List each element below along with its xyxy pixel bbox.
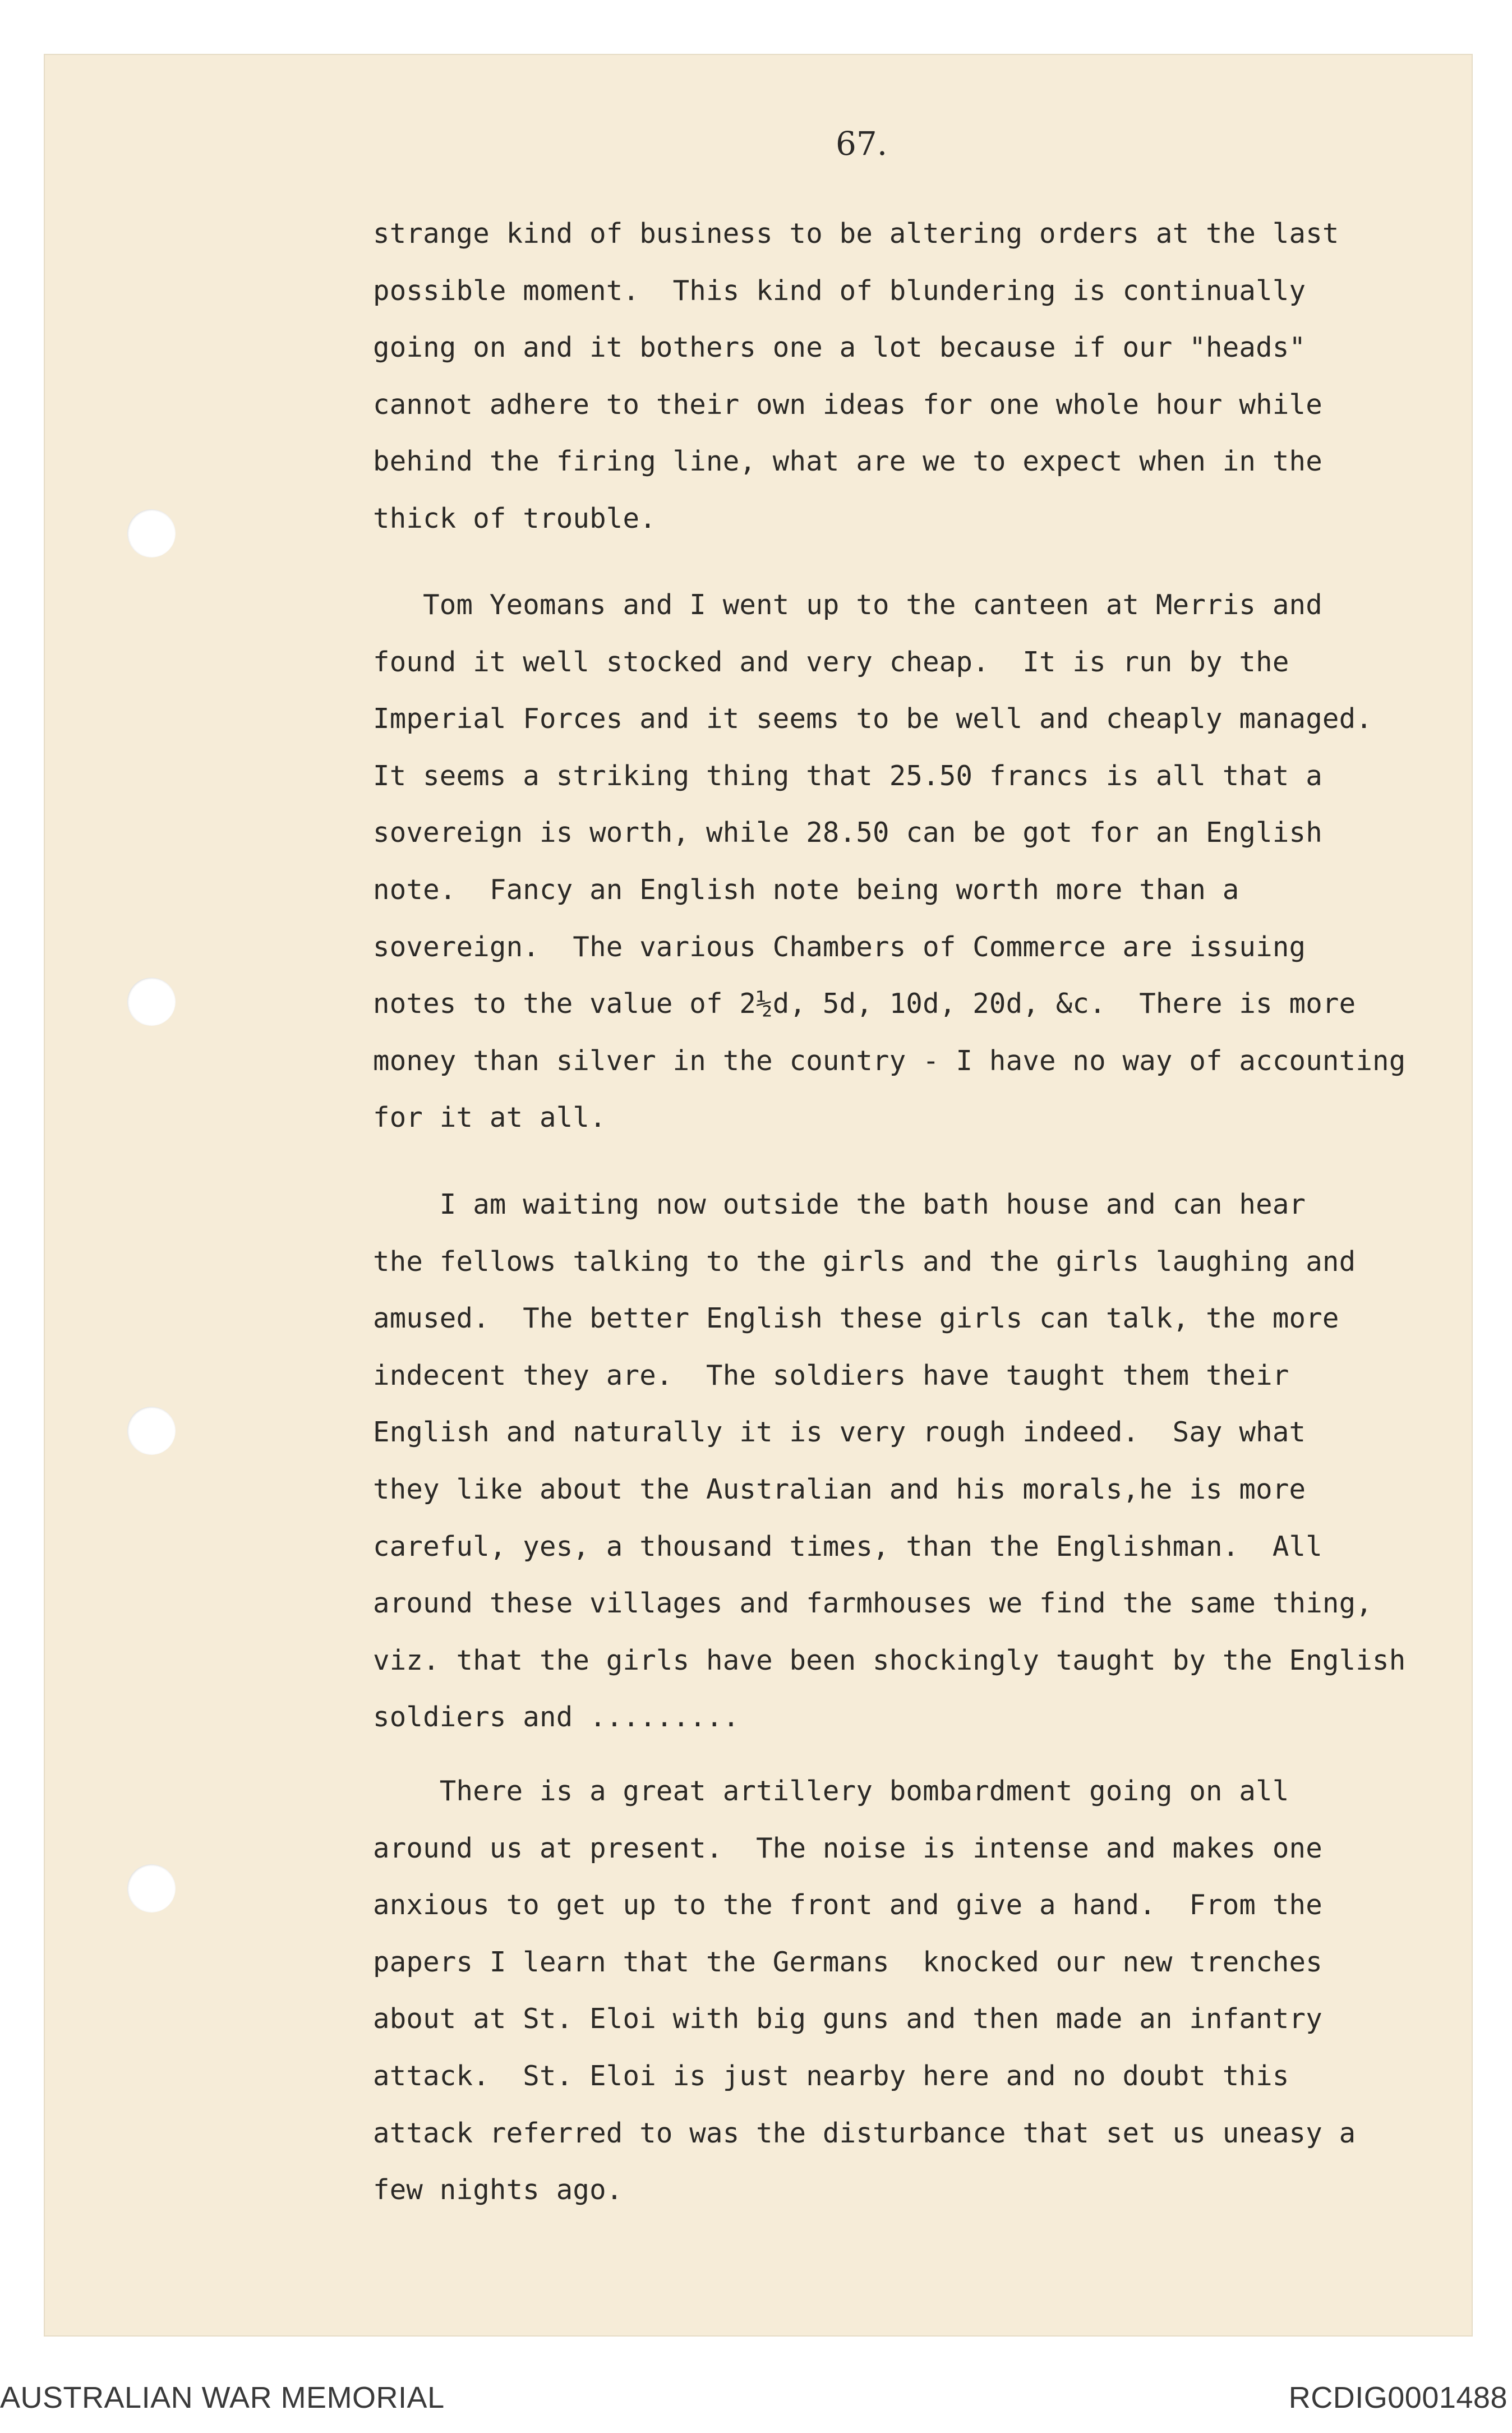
- text-line: possible moment. This kind of blundering is continually: [373, 274, 1306, 307]
- punch-hole: [127, 509, 176, 557]
- page-number: 67.: [836, 125, 888, 163]
- paragraph: [373, 577, 1405, 1146]
- text-line: around us at present. The noise is intense and makes one: [373, 1832, 1322, 1864]
- text-line: behind the firing line, what are we to expect when in the: [373, 445, 1322, 478]
- text-line: attack referred to was the disturbance that set us uneasy a: [373, 2117, 1356, 2149]
- text-line: soldiers and .........: [373, 1701, 740, 1734]
- text-line: It seems a striking thing that 25.50 francs is all that a: [373, 759, 1322, 792]
- footer-record-id: RCDIG0001488: [1288, 2381, 1508, 2414]
- punch-hole: [127, 978, 176, 1026]
- text-line: sovereign is worth, while 28.50 can be got for an English: [373, 817, 1322, 849]
- text-line: sovereign. The various Chambers of Commerce are issuing: [373, 930, 1306, 963]
- text-line: English and naturally it is very rough indeed. Say what: [373, 1416, 1306, 1449]
- text-line: I am waiting now outside the bath house and can hear: [373, 1188, 1306, 1220]
- punch-hole: [127, 1864, 176, 1913]
- text-line: Imperial Forces and it seems to be well and cheaply managed.: [373, 703, 1373, 735]
- text-line: cannot adhere to their own ideas for one whole hour while: [373, 388, 1322, 421]
- text-line: papers I learn that the Germans knocked our new trenches: [373, 1946, 1322, 1978]
- text-line: money than silver in the country - I have no way of accounting: [373, 1044, 1406, 1077]
- paragraph: [373, 205, 1339, 547]
- punch-hole: [127, 1407, 176, 1455]
- text-line: around these villages and farmhouses we find the same thing,: [373, 1587, 1373, 1620]
- paragraph: [373, 1176, 1405, 1746]
- text-line: There is a great artillery bombardment going on all: [373, 1775, 1289, 1807]
- text-line: going on and it bothers one a lot because if our "heads": [373, 331, 1306, 364]
- text-line: found it well stocked and very cheap. It is run by the: [373, 646, 1289, 678]
- text-line: the fellows talking to the girls and the girls laughing and: [373, 1245, 1356, 1278]
- text-line: about at St. Eloi with big guns and then made an infantry: [373, 2003, 1322, 2035]
- text-line: Tom Yeomans and I went up to the canteen at Merris and: [373, 589, 1322, 621]
- text-line: careful, yes, a thousand times, than the Englishman. All: [373, 1530, 1322, 1563]
- text-line: strange kind of business to be altering orders at the last: [373, 218, 1339, 250]
- footer-archive-name: AUSTRALIAN WAR MEMORIAL: [0, 2381, 445, 2414]
- text-line: amused. The better English these girls can talk, the more: [373, 1302, 1339, 1335]
- text-line: anxious to get up to the front and give a hand. From the: [373, 1889, 1322, 1921]
- text-line: viz. that the girls have been shockingly taught by the English: [373, 1644, 1406, 1676]
- text-line: notes to the value of 2½d, 5d, 10d, 20d, &c. There is more: [373, 988, 1356, 1020]
- text-line: they like about the Australian and his morals,he is more: [373, 1473, 1306, 1505]
- text-line: attack. St. Eloi is just nearby here and no doubt this: [373, 2059, 1289, 2092]
- text-line: for it at all.: [373, 1102, 606, 1134]
- text-line: indecent they are. The soldiers have taught them their: [373, 1359, 1289, 1391]
- text-line: few nights ago.: [373, 2174, 623, 2206]
- text-line: thick of trouble.: [373, 502, 656, 534]
- paragraph: [373, 1763, 1356, 2219]
- text-line: note. Fancy an English note being worth more than a: [373, 873, 1239, 906]
